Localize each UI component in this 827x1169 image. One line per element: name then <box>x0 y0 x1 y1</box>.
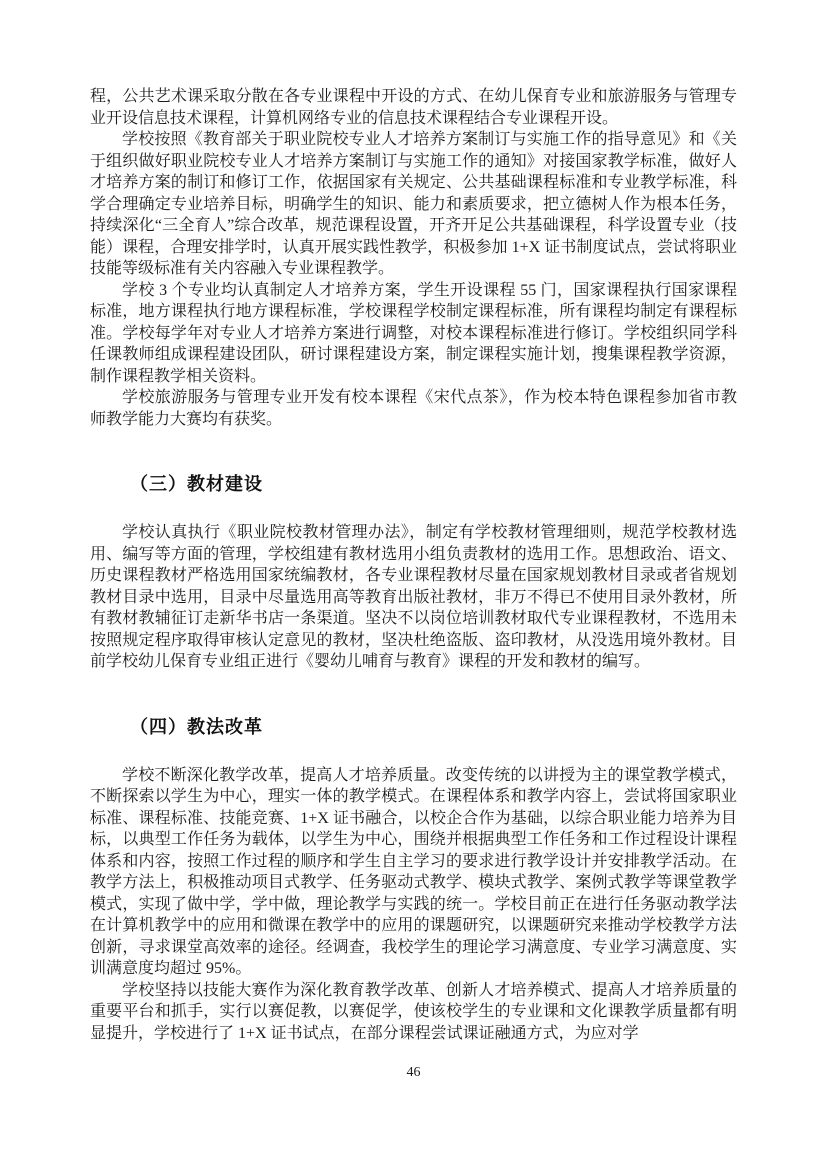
section-heading-textbook-construction: （三）教材建设 <box>130 474 263 494</box>
document-body <box>90 86 737 1044</box>
paragraph-continuation-course-setup: 程，公共艺术课采取分散在各专业课程中开设的方式、在幼儿保育专业和旅游服务与管理专业开设信息技术课程，计算机网络专业的信息技术课程结合专业课程开设。 <box>90 88 737 127</box>
paragraph-teaching-reform: 学校不断深化教学改革，提高人才培养质量。改变传统的以讲授为主的课堂教学模式，不断探索以学生为中心，理实一体的教学模式。在课程体系和教学内容上，尝试将国家职业标准、课程标准、技能竞赛、1+X 证书融合，以校企合作为基础，以综合职业能力培养为目标，以典型工作任务为载体，以学生为中心，围绕并根据典型工作任务和工作过程设计课程体系和内容，按照工作过程的顺序和学生自主学习的要求进行教学设计并安排教学活动。在教学方法上，积极推动项目式教学、任务驱动式教学、模块式教学、案例式教学等课堂教学模式，实现了做中学，学中做，理论教学与实践的统一。学校目前正在进行任务驱动教学法在计算机教学中的应用和微课在教学中的应用的课题研究，以课题研究来推动学校教学方法创新，寻求课堂高效率的途径。经调查，我校学生的理论学习满意度、专业学习满意度、实训满意度均超过 95%。 <box>90 766 737 977</box>
page-number: 46 <box>406 1065 421 1080</box>
section-heading-teaching-method-reform: （四）教法改革 <box>130 716 263 737</box>
paragraph-school-based-course: 学校旅游服务与管理专业开发有校本课程《宋代点茶》，作为校本特色课程参加省市教师教学能力大赛均有获奖。 <box>90 389 737 428</box>
paragraph-talent-training-plan: 学校按照《教育部关于职业院校专业人才培养方案制订与实施工作的指导意见》和《关于组织做好职业院校专业人才培养方案制订与实施工作的通知》对接国家教学标准，做好人才培养方案的制订和修订工作，依据国家有关规定、公共基础课程标准和专业教学标准，科学合理确定专业培养目标，明确学生的知识、能力和素质要求，把立德树人作为根本任务，持续深化“三全育人”综合改革，规范课程设置，开齐开足公共基础课程，科学设置专业（技能）课程，合理安排学时，认真开展实践性教学，积极参加 1+X 证书制度试点，尝试将职业技能等级标准有关内容融入专业课程教学。 <box>90 131 737 277</box>
paragraph-textbook-management: 学校认真执行《职业院校教材管理办法》，制定有学校教材管理细则，规范学校教材选用、编写等方面的管理，学校组建有教材选用小组负责教材的选用工作。思想政治、语文、历史课程教材严格选用国家统编教材，各专业课程教材尽量在国家规划教材目录或者省规划教材目录中选用，目录中尽量选用高等教育出版社教材，非万不得已不使用目录外教材，所有教材教辅征订走新华书店一条渠道。坚决不以岗位培训教材取代专业课程教材，不选用未按照规定程序取得审核认定意见的教材，坚决杜绝盗版、盗印教材，从没选用境外教材。目前学校幼儿保育专业组正进行《婴幼儿哺育与教育》课程的开发和教材的编写。 <box>90 524 737 670</box>
paragraph-skills-competition: 学校坚持以技能大赛作为深化教育教学改革、创新人才培养模式、提高人才培养质量的重要平台和抓手，实行以赛促教，以赛促学，使该校学生的专业课和文化课教学质量都有明显提升，学校进行了 1+X 证书试点，在部分课程尝试课证融通方式，为应对学 <box>90 981 737 1042</box>
paragraph-curriculum-standards: 学校 3 个专业均认真制定人才培养方案，学生开设课程 55 门，国家课程执行国家课程标准，地方课程执行地方课程标准，学校课程学校制定课程标准，所有课程均制定有课程标准。学校每学年对专业人才培养方案进行调整，对校本课程标准进行修订。学校组织同学科任课教师组成课程建设团队，研讨课程建设方案，制定课程实施计划，搜集课程教学资源，制作课程教学相关资料。 <box>90 281 737 385</box>
